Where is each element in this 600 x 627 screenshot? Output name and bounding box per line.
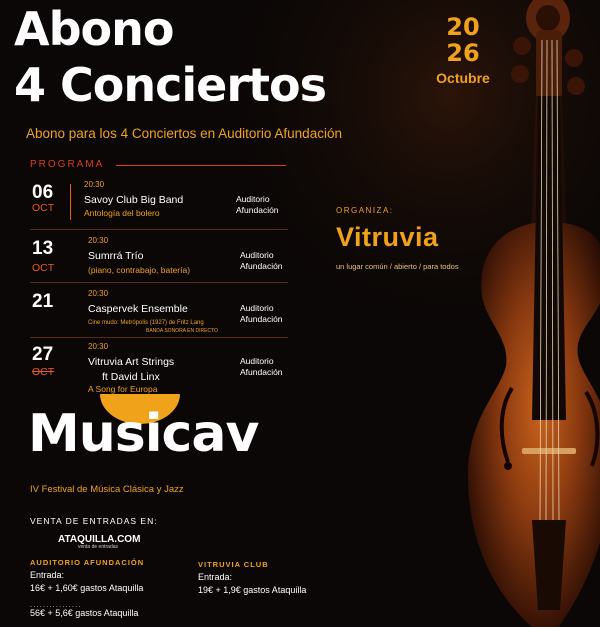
concert-month: OCT bbox=[32, 202, 55, 214]
date-block bbox=[432, 14, 494, 86]
concert-item bbox=[30, 238, 290, 286]
concert-month: OCT bbox=[32, 366, 55, 378]
date-from: 20 bbox=[446, 13, 480, 41]
concert-divider bbox=[70, 184, 71, 220]
sales-label: VENTA DE ENTRADAS EN: bbox=[30, 516, 158, 526]
vitruvia-logo: Vitruvia bbox=[336, 222, 439, 252]
concert-separator bbox=[30, 337, 288, 338]
ataquilla-sub: venta de entradas bbox=[77, 544, 119, 550]
concert-time: 20:30 bbox=[88, 342, 109, 351]
concert-venue bbox=[240, 356, 283, 378]
venue-line-1: Auditorio bbox=[240, 303, 274, 313]
programa-label: PROGRAMA bbox=[30, 159, 105, 170]
concert-item bbox=[30, 182, 290, 230]
concert-time: 20:30 bbox=[84, 180, 105, 189]
concert-day: 13 bbox=[32, 238, 54, 259]
concert-day: 27 bbox=[32, 344, 54, 365]
concert-item bbox=[30, 344, 290, 392]
auditorio-entrada: Entrada: bbox=[30, 570, 65, 580]
concert-name-2: ft David Linx bbox=[102, 371, 160, 383]
concert-month: OCT bbox=[32, 262, 55, 274]
ataquilla-logo[interactable] bbox=[58, 534, 141, 550]
club-price: 19€ + 1,9€ gastos Ataquilla bbox=[198, 585, 307, 595]
concert-item bbox=[30, 291, 290, 339]
concert-note: Cine mudo: Metrópolis (1927) de Fritz Lang bbox=[88, 320, 204, 326]
musicav-logo bbox=[28, 394, 268, 476]
concert-note-2: BANDA SONORA EN DIRECTO bbox=[146, 328, 218, 334]
subtitle: Abono para los 4 Conciertos en Auditorio Afundación bbox=[26, 126, 342, 141]
ataquilla-name: ATAQUILLA.COM bbox=[58, 534, 141, 545]
concert-name: Caspervek Ensemble bbox=[88, 303, 188, 315]
venue-line-2: Afundación bbox=[240, 367, 283, 377]
venue-line-1: Auditorio bbox=[236, 194, 270, 204]
concert-day: 06 bbox=[32, 182, 54, 203]
musicav-text: Musicav bbox=[28, 404, 259, 464]
venue-line-2: Afundación bbox=[240, 314, 283, 324]
concert-separator bbox=[30, 282, 288, 283]
concert-day: 21 bbox=[32, 291, 54, 312]
title-line-2: 4 Conciertos bbox=[14, 58, 327, 112]
organiza-label: ORGANIZA: bbox=[336, 206, 394, 215]
festival-subtitle: IV Festival de Música Clásica y Jazz bbox=[30, 484, 184, 495]
programa-divider bbox=[116, 165, 286, 166]
concert-time: 20:30 bbox=[88, 289, 109, 298]
auditorio-heading: AUDITORIO AFUNDACIÓN bbox=[30, 558, 145, 567]
title-line-1: Abono bbox=[14, 2, 174, 56]
concert-note: Antología del bolero bbox=[84, 208, 160, 218]
abono-price: 56€ + 5,6€ gastos Ataquilla bbox=[30, 608, 139, 618]
auditorio-price: 16€ + 1,60€ gastos Ataquilla bbox=[30, 583, 144, 593]
concert-name: Vitruvia Art Strings bbox=[88, 356, 175, 368]
date-month: Octubre bbox=[436, 70, 490, 86]
concert-separator bbox=[30, 229, 288, 230]
club-heading: VITRUVIA CLUB bbox=[198, 560, 269, 569]
venue-line-1: Auditorio bbox=[240, 356, 274, 366]
concert-time: 20:30 bbox=[88, 236, 109, 245]
dotted-separator: ................ bbox=[30, 600, 82, 609]
club-entrada: Entrada: bbox=[198, 572, 233, 582]
concert-venue bbox=[240, 303, 283, 325]
date-to: 26 bbox=[446, 39, 480, 67]
concert-venue bbox=[236, 194, 279, 216]
vitruvia-tagline: un lugar común / abierto / para todos bbox=[336, 262, 459, 271]
venue-line-1: Auditorio bbox=[240, 250, 274, 260]
venue-line-2: Afundación bbox=[240, 261, 283, 271]
concert-name: Sumrrá Trío bbox=[88, 250, 144, 262]
concert-note: (piano, contrabajo, batería) bbox=[88, 265, 191, 275]
concert-name: Savoy Club Big Band bbox=[84, 194, 184, 206]
concert-note: A Song for Europa bbox=[88, 384, 158, 394]
concert-venue bbox=[240, 250, 283, 272]
venue-line-2: Afundación bbox=[236, 205, 279, 215]
